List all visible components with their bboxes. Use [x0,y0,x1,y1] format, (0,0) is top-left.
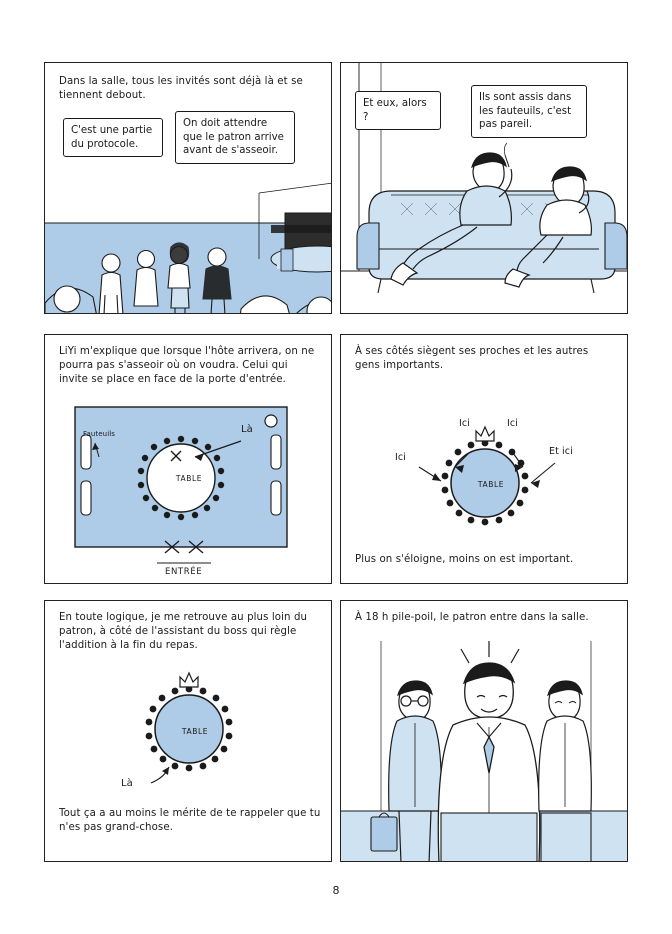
panel-3-label-fauteuils: Fauteuils [83,430,116,438]
panel-6-artwork [341,601,627,861]
panel-4-diagram [341,335,627,583]
panel-2-balloon-2 [471,85,587,138]
panel-3-caption: LiYi m'explique que lorsque l'hôte arrivera, on ne pourra pas s'asseoir où on voudra. Celui qui invite se place en face de la porte d'entrée. [59,346,315,385]
panel-4-caption-bottom: Plus on s'éloigne, moins on est important. [355,554,574,565]
panel-5-label-la: Là [121,778,133,789]
panel-4-caption: À ses côtés siègent ses proches et les autres gens importants. [355,346,589,371]
page-number: 8 [332,884,340,897]
panel-1-balloon-2 [175,111,295,164]
panel-5-caption: En toute logique, je me retrouve au plus loin du patron, à côté de l'assistant du boss qui règle l'addition à la fin du repas. [59,612,308,651]
comic-panel-1 [44,62,332,314]
comic-panel-6 [340,600,628,862]
panel-3-label-entree: ENTRÉE [165,567,203,577]
panel-5-caption-bottom: Tout ça a au moins le mérite de te rappeler que tu n'es pas grand-chose. [59,808,321,833]
panel-5-table-label: TABLE [181,727,209,736]
panel-4-label-et-ici: Et ici [549,446,573,457]
panel-3-diagram [45,335,331,583]
balloon-text: C'est une partie du protocole. [71,125,153,150]
balloon-text: On doit attendre que le patron arrive avant de s'asseoir. [183,118,284,156]
panel-4-label-ici-1: Ici [459,418,470,429]
panel-4-label-ici-3: Ici [395,452,406,463]
comic-panel-4 [340,334,628,584]
panel-2-balloon-1 [355,91,441,130]
panel-1-caption: Dans la salle, tous les invités sont déjà là et se tiennent debout. [59,76,303,101]
panel-1-balloon-1 [63,118,163,157]
panel-3-table-label: TABLE [175,474,203,483]
panel-4-label-ici-2: Ici [507,418,518,429]
panel-4-table-label: TABLE [477,480,505,489]
comic-panel-2 [340,62,628,314]
comic-panel-5 [44,600,332,862]
panel-6-caption: À 18 h pile-poil, le patron entre dans la salle. [355,612,589,623]
balloon-text: Et eux, alors ? [363,98,427,123]
panel-3-label-la: Là [241,424,253,435]
balloon-text: Ils sont assis dans les fauteuils, c'est pas pareil. [479,92,572,130]
comic-panel-3 [44,334,332,584]
